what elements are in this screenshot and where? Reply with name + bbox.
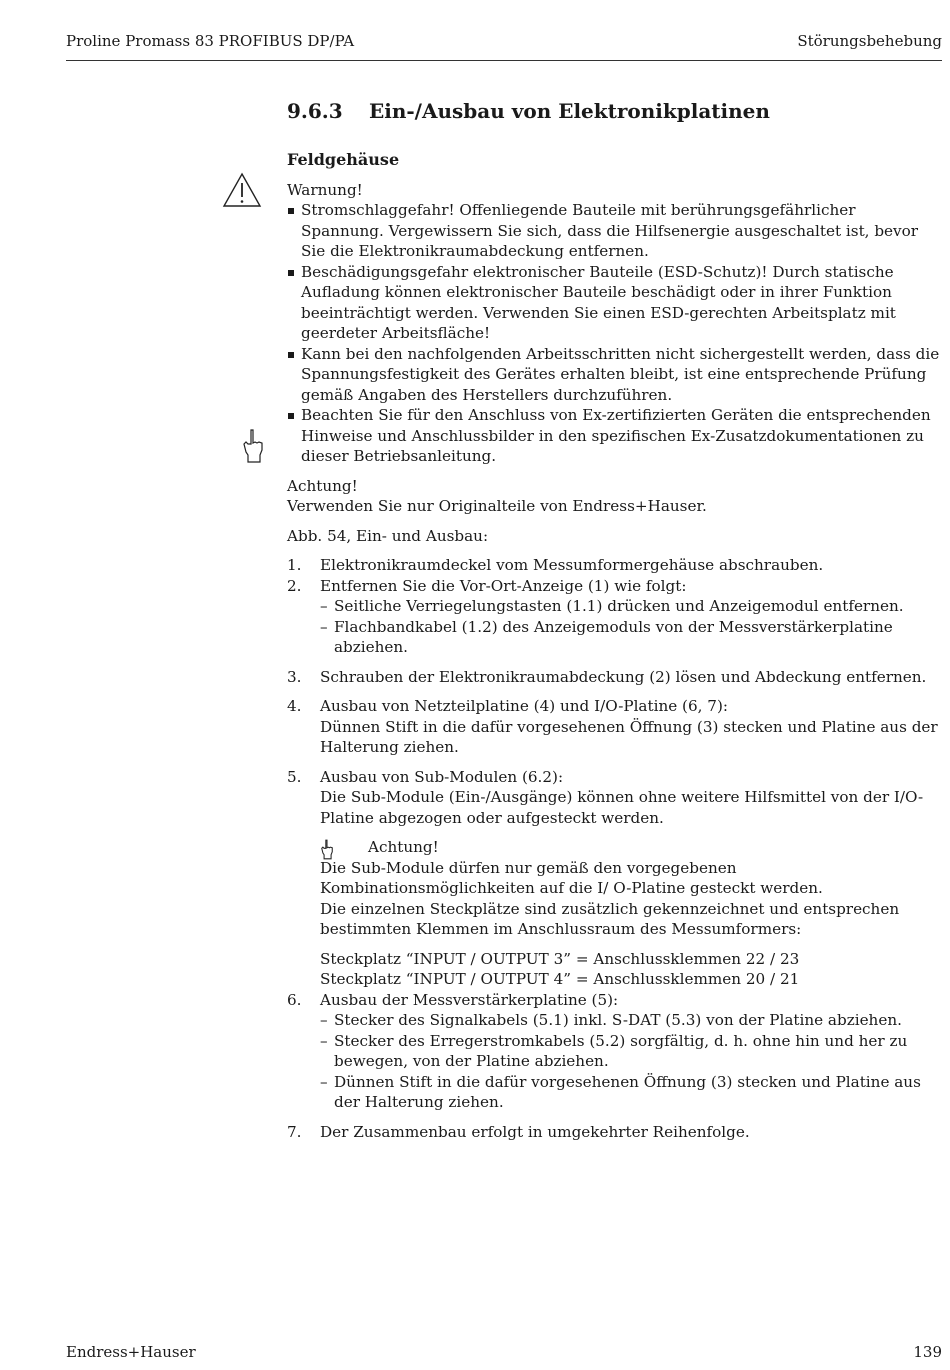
sub-step: – Stecker des Signalkabels (5.1) inkl. S-DAT (5.3) von der Platine abziehen. — [320, 1011, 902, 1029]
slot-mapping: Steckplatz “INPUT / OUTPUT 4” = Anschlussklemmen 20 / 21 — [320, 970, 800, 988]
figure-reference: Abb. 54, Ein- und Ausbau: — [287, 526, 489, 545]
subheading: Feldgehäuse — [287, 150, 400, 169]
sub-step: – Flachbandkabel (1.2) des Anzeigemoduls von der Messverstärkerplatine abziehen. — [320, 617, 893, 656]
caution-block — [287, 476, 942, 517]
header-doc-title: Proline Promass 83 PROFIBUS DP/PA — [66, 32, 355, 50]
sub-step: – Stecker des Erregerstromkabels (5.2) sorgfältig, d. h. ohne hin und her zu bewegen, von der Platine abziehen. — [320, 1031, 908, 1070]
section-title: Ein-/Ausbau von Elektronikplatinen — [369, 99, 770, 123]
step-5: 5. Ausbau von Sub-Modulen (6.2): Die Sub-Module (Ein-/Ausgänge) können ohne weitere Hilfsmittel von der I/O-Platine abgezogen oder aufgesteckt werden. Achtung! Die Sub-Module dürfen nur gemäß den vorgegebenen Kombinationsmöglichkeiten auf die I/ O-Platine gesteckt werden. Die einzelnen Steckplätze sind zusätzlich gekennzeichnet und entsprechen bestimmten Klemmen im Anschlussraum des Messumformers: Steckplatz “INPUT / OUTPUT 3” = Anschlussklemmen 22 / 23 Steckplatz “INPUT / OUTPUT 4” = Anschlussklemmen 20 / 21 — [287, 767, 942, 990]
pointing-hand-icon — [242, 428, 264, 464]
step-1: 1. Elektronikraumdeckel vom Messumformergehäuse abschrauben. — [287, 556, 824, 574]
warning-item: Stromschlaggefahr! Offenliegende Bauteile mit berührungsgefährlicher Spannung. Vergewissern Sie sich, dass die Hilfsenergie ausgeschaltet ist, bevor Sie die Elektronikraumabdeckung entfernen. — [287, 200, 942, 262]
header-chapter: Störungsbehebung — [797, 32, 942, 50]
step-7: 7. Der Zusammenbau erfolgt in umgekehrter Reihenfolge. — [287, 1122, 750, 1141]
bullet-square-icon — [288, 208, 294, 214]
caution-text: Verwenden Sie nur Originalteile von Endress+Hauser. — [287, 497, 707, 515]
main-content — [287, 150, 942, 1142]
section-number: 9.6.3 — [287, 99, 343, 123]
caution-label: Achtung! — [287, 476, 358, 495]
warning-item: Beachten Sie für den Anschluss von Ex-zertifizierten Geräten die entsprechenden Hinweise und Anschlussbilder in den spezifischen Ex-Zusatzdokumentationen zu dieser Betriebsanleitung. — [287, 405, 942, 467]
slot-mapping: Steckplatz “INPUT / OUTPUT 3” = Anschlussklemmen 22 / 23 — [320, 949, 800, 968]
bullet-square-icon — [288, 270, 294, 276]
warning-triangle-icon — [222, 172, 262, 208]
footer-company: Endress+Hauser — [66, 1343, 196, 1361]
warning-item: Beschädigungsgefahr elektronischer Bauteile (ESD-Schutz)! Durch statische Aufladung können elektronischer Bauteile beschädigt oder in ihrer Funktion beeinträchtigt werden. Verwenden Sie einen ESD-gerechten Arbeitsplatz mit geerdeter Arbeitsfläche! — [287, 262, 942, 344]
sub-step: – Dünnen Stift in die dafür vorgesehenen Öffnung (3) stecken und Platine aus der Halterung ziehen. — [320, 1072, 921, 1111]
step-2: 2. Entfernen Sie die Vor-Ort-Anzeige (1) wie folgt: – Seitliche Verriegelungstasten (1.1) drücken und Anzeigemodul entfernen. – Flachbandkabel (1.2) des Anzeigemoduls von der Messverstärkerplatine abziehen. — [287, 576, 942, 658]
bullet-square-icon — [288, 352, 294, 358]
warning-list — [287, 200, 942, 467]
header-rule — [66, 60, 942, 61]
note-label: Achtung! — [368, 838, 439, 856]
step-3: 3. Schrauben der Elektronikraumabdeckung (2) lösen und Abdeckung entfernen. — [287, 667, 927, 686]
section-heading — [287, 99, 770, 123]
warning-label: Warnung! — [287, 180, 363, 199]
pointing-hand-icon — [320, 839, 334, 860]
bullet-square-icon — [288, 413, 294, 419]
step-6: 6. Ausbau der Messverstärkerplatine (5): – Stecker des Signalkabels (5.1) inkl. S-DAT (5.3) von der Platine abziehen. – Stecker des Erregerstromkabels (5.2) sorgfältig, d. h. ohne hin und her zu bewegen, von der Platine abziehen. – Dünnen Stift in die dafür vorgesehenen Öffnung (3) stecken und Platine aus der Halterung ziehen. — [287, 990, 942, 1113]
procedure-steps — [287, 555, 942, 1142]
page-number: 139 — [913, 1343, 942, 1361]
sub-module-note: Achtung! Die Sub-Module dürfen nur gemäß den vorgegebenen Kombinationsmöglichkeiten auf die I/ O-Platine gesteckt werden. Die einzelnen Steckplätze sind zusätzlich gekennzeichnet und entsprechen bestimmten Klemmen im Anschlussraum des Messumformers: Steckplatz “INPUT / OUTPUT 3” = Anschlussklemmen 22 / 23 Steckplatz “INPUT / OUTPUT 4” = Anschlussklemmen 20 / 21 — [320, 837, 942, 990]
warning-item: Kann bei den nachfolgenden Arbeitsschritten nicht sichergestellt werden, dass die Spannungsfestigkeit des Gerätes erhalten bleibt, ist eine entsprechende Prüfung gemäß Angaben des Herstellers durchzuführen. — [287, 344, 942, 406]
sub-step: – Seitliche Verriegelungstasten (1.1) drücken und Anzeigemodul entfernen. — [320, 597, 904, 615]
step-4: 4. Ausbau von Netzteilplatine (4) und I/O-Platine (6, 7): Dünnen Stift in die dafür vorgesehenen Öffnung (3) stecken und Platine aus der Halterung ziehen. — [287, 697, 938, 756]
